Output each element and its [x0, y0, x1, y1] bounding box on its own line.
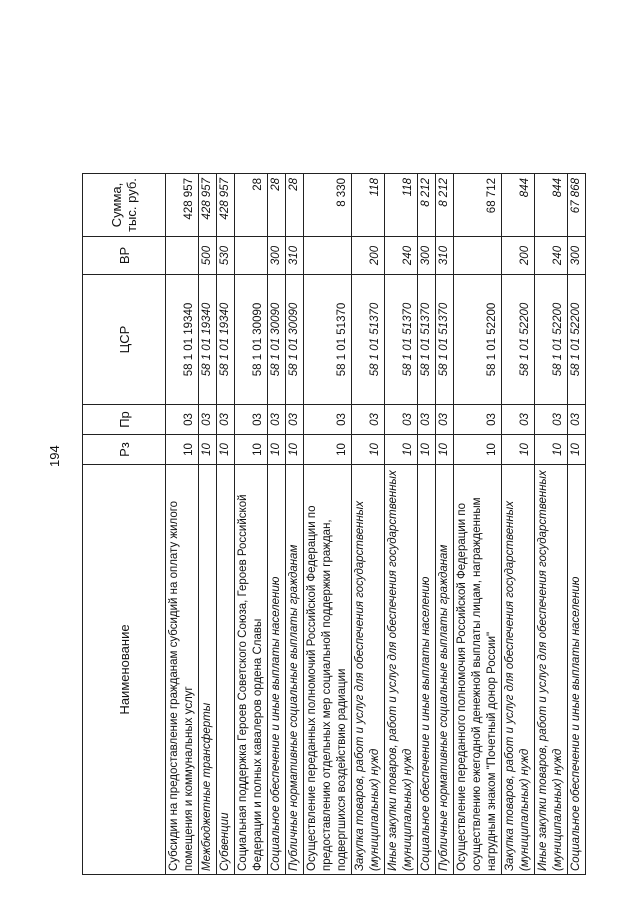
- cell-csr: 58 1 01 51370: [352, 275, 385, 405]
- cell-name: Социальное обеспечение и иные выплаты населению: [268, 465, 286, 875]
- cell-sum: 67 868: [568, 174, 586, 237]
- cell-name: Социальное обеспечение и иные выплаты населению: [568, 465, 586, 875]
- budget-table: [82, 173, 586, 875]
- table-row: [502, 174, 535, 875]
- cell-sum: 8 212: [418, 174, 436, 237]
- cell-pr: 03: [217, 405, 235, 435]
- cell-sum: 68 712: [454, 174, 502, 237]
- cell-vr: 300: [418, 237, 436, 275]
- cell-pr: 03: [166, 405, 199, 435]
- cell-csr: 58 1 01 51370: [385, 275, 418, 405]
- cell-sum: 8 212: [436, 174, 454, 237]
- cell-pr: 03: [568, 405, 586, 435]
- cell-rz: 10: [502, 435, 535, 465]
- cell-rz: 10: [385, 435, 418, 465]
- cell-rz: 10: [304, 435, 352, 465]
- header-csr: ЦСР: [83, 275, 166, 405]
- cell-rz: 10: [286, 435, 304, 465]
- cell-name: Субсидии на предоставление гражданам субсидий на оплату жилого помещения и коммунальных услуг: [166, 465, 199, 875]
- cell-csr: 58 1 01 19340: [199, 275, 217, 405]
- cell-sum: 118: [352, 174, 385, 237]
- cell-sum: 844: [502, 174, 535, 237]
- header-vr: ВР: [83, 237, 166, 275]
- cell-csr: 58 1 01 19340: [166, 275, 199, 405]
- cell-pr: 03: [418, 405, 436, 435]
- cell-csr: 58 1 01 52200: [535, 275, 568, 405]
- cell-csr: 58 1 01 51370: [304, 275, 352, 405]
- cell-vr: 530: [217, 237, 235, 275]
- cell-vr: [304, 237, 352, 275]
- cell-vr: 300: [568, 237, 586, 275]
- cell-sum: 428 957: [199, 174, 217, 237]
- cell-rz: 10: [235, 435, 268, 465]
- cell-vr: 310: [286, 237, 304, 275]
- page-number: 194: [47, 445, 62, 467]
- cell-csr: 58 1 01 51370: [436, 275, 454, 405]
- cell-csr: 58 1 01 19340: [217, 275, 235, 405]
- cell-name: Субвенции: [217, 465, 235, 875]
- cell-rz: 10: [217, 435, 235, 465]
- cell-pr: 03: [235, 405, 268, 435]
- cell-pr: 03: [535, 405, 568, 435]
- table-row: [304, 174, 352, 875]
- cell-rz: 10: [418, 435, 436, 465]
- cell-name: Иные закупки товаров, работ и услуг для обеспечения государственных (муниципальных) нужд: [535, 465, 568, 875]
- cell-name: Закупка товаров, работ и услуг для обеспечения государственных (муниципальных) нужд: [502, 465, 535, 875]
- table-row: [385, 174, 418, 875]
- header-rz: Рз: [83, 435, 166, 465]
- cell-sum: 428 957: [217, 174, 235, 237]
- table-row: [568, 174, 586, 875]
- header-name: Наименование: [83, 465, 166, 875]
- cell-name: Публичные нормативные социальные выплаты гражданам: [436, 465, 454, 875]
- cell-sum: 28: [286, 174, 304, 237]
- cell-csr: 58 1 01 52200: [454, 275, 502, 405]
- cell-rz: 10: [568, 435, 586, 465]
- cell-name: Публичные нормативные социальные выплаты гражданам: [286, 465, 304, 875]
- cell-pr: 03: [385, 405, 418, 435]
- cell-pr: 03: [454, 405, 502, 435]
- cell-name: Социальное обеспечение и иные выплаты населению: [418, 465, 436, 875]
- table-row: [199, 174, 217, 875]
- cell-csr: 58 1 01 30090: [235, 275, 268, 405]
- table-body: [166, 174, 586, 875]
- cell-csr: 58 1 01 51370: [418, 275, 436, 405]
- cell-pr: 03: [436, 405, 454, 435]
- table-row: [166, 174, 199, 875]
- cell-pr: 03: [502, 405, 535, 435]
- cell-pr: 03: [268, 405, 286, 435]
- cell-sum: 28: [268, 174, 286, 237]
- cell-vr: [166, 237, 199, 275]
- cell-pr: 03: [199, 405, 217, 435]
- table-row: [454, 174, 502, 875]
- cell-rz: 10: [454, 435, 502, 465]
- table-row: [436, 174, 454, 875]
- cell-rz: 10: [268, 435, 286, 465]
- cell-pr: 03: [304, 405, 352, 435]
- cell-rz: 10: [166, 435, 199, 465]
- cell-pr: 03: [286, 405, 304, 435]
- cell-name: Осуществление переданного полномочия Российской Федерации по осуществлению ежегодной денежной выплаты лицам, награжденным нагрудным знаком "Почетный донор России": [454, 465, 502, 875]
- cell-vr: 200: [352, 237, 385, 275]
- cell-name: Закупка товаров, работ и услуг для обеспечения государственных (муниципальных) нужд: [352, 465, 385, 875]
- cell-sum: 8 330: [304, 174, 352, 237]
- cell-sum: 118: [385, 174, 418, 237]
- header-sum: Сумма, тыс. руб.: [83, 174, 166, 237]
- cell-name: Иные закупки товаров, работ и услуг для обеспечения государственных (муниципальных) нужд: [385, 465, 418, 875]
- header-row: [83, 174, 166, 875]
- header-pr: Пр: [83, 405, 166, 435]
- cell-csr: 58 1 01 30090: [268, 275, 286, 405]
- cell-csr: 58 1 01 30090: [286, 275, 304, 405]
- cell-vr: 500: [199, 237, 217, 275]
- table-row: [217, 174, 235, 875]
- table-row: [235, 174, 268, 875]
- cell-vr: 240: [385, 237, 418, 275]
- cell-vr: [235, 237, 268, 275]
- cell-sum: 28: [235, 174, 268, 237]
- table-row: [352, 174, 385, 875]
- cell-pr: 03: [352, 405, 385, 435]
- table-row: [535, 174, 568, 875]
- cell-name: Межбюджетные трансферты: [199, 465, 217, 875]
- cell-sum: 844: [535, 174, 568, 237]
- cell-name: Осуществление переданных полномочий Российской Федерации по предоставлению отдельных мер социальной поддержки граждан, подвергшихся воздействию радиации: [304, 465, 352, 875]
- cell-name: Социальная поддержка Героев Советского Союза, Героев Российской Федерации и полных кавалеров ордена Славы: [235, 465, 268, 875]
- table-row: [268, 174, 286, 875]
- cell-rz: 10: [199, 435, 217, 465]
- cell-vr: 200: [502, 237, 535, 275]
- cell-sum: 428 957: [166, 174, 199, 237]
- cell-vr: [454, 237, 502, 275]
- cell-rz: 10: [436, 435, 454, 465]
- cell-rz: 10: [352, 435, 385, 465]
- table-row: [286, 174, 304, 875]
- table-row: [418, 174, 436, 875]
- cell-rz: 10: [535, 435, 568, 465]
- cell-vr: 240: [535, 237, 568, 275]
- cell-csr: 58 1 01 52200: [502, 275, 535, 405]
- cell-vr: 310: [436, 237, 454, 275]
- cell-csr: 58 1 01 52200: [568, 275, 586, 405]
- cell-vr: 300: [268, 237, 286, 275]
